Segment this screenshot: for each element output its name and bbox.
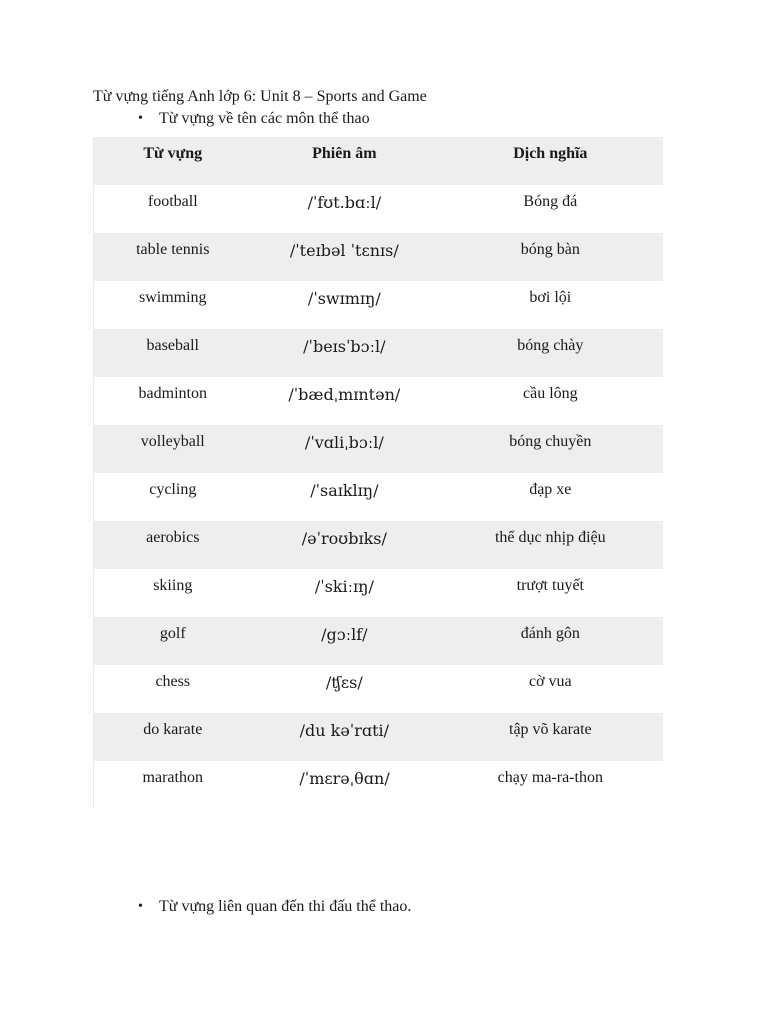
cell-word: golf bbox=[94, 617, 252, 665]
cell-pronunciation: /ʧɛs/ bbox=[325, 672, 363, 692]
cell-pronunciation: /du kəˈrɑti/ bbox=[252, 713, 438, 761]
cell-word: marathon bbox=[142, 769, 203, 786]
cell-meaning: chạy ma-ra-thon bbox=[497, 769, 603, 786]
cell-meaning: đạp xe bbox=[529, 481, 572, 498]
header-word: Từ vựng bbox=[94, 137, 252, 185]
cell-word: skiing bbox=[153, 577, 193, 594]
cell-word: cycling bbox=[149, 481, 197, 498]
cell-pronunciation: /ˈswɪmɪŋ/ bbox=[307, 288, 381, 308]
bullet-text: Từ vựng về tên các môn thể thao bbox=[159, 110, 370, 127]
cell-pronunciation: /ˈsaɪklɪŋ/ bbox=[310, 480, 379, 500]
cell-word: do karate bbox=[94, 713, 252, 761]
cell-meaning: cầu lông bbox=[522, 385, 578, 402]
cell-meaning: tập võ karate bbox=[438, 713, 663, 761]
cell-pronunciation: /ˈbeɪsˈbɔːl/ bbox=[252, 329, 438, 377]
table-row bbox=[94, 665, 664, 713]
table-row bbox=[94, 233, 664, 281]
table-row bbox=[94, 473, 664, 521]
header-pronunciation: Phiên âm bbox=[252, 137, 438, 185]
bullet-dot-icon: • bbox=[138, 111, 143, 126]
table-row bbox=[94, 377, 664, 425]
cell-word: table tennis bbox=[94, 233, 252, 281]
table-row bbox=[94, 329, 664, 377]
cell-meaning: bóng bàn bbox=[438, 233, 663, 281]
cell-word: badminton bbox=[138, 385, 207, 402]
vocabulary-table bbox=[93, 137, 663, 809]
cell-pronunciation: /ˈvɑliˌbɔːl/ bbox=[252, 425, 438, 473]
table-row bbox=[94, 521, 664, 569]
table-row bbox=[94, 761, 664, 809]
bullet-text: Từ vựng liên quan đến thi đấu thể thao. bbox=[159, 898, 412, 915]
table-row bbox=[94, 185, 664, 233]
cell-meaning: bóng chày bbox=[438, 329, 663, 377]
cell-meaning: bóng chuyền bbox=[438, 425, 663, 473]
page-title: Từ vựng tiếng Anh lớp 6: Unit 8 – Sports and Game bbox=[93, 88, 427, 105]
cell-word: aerobics bbox=[94, 521, 252, 569]
table-row bbox=[94, 617, 664, 665]
cell-pronunciation: /gɔːlf/ bbox=[252, 617, 438, 665]
cell-pronunciation: /əˈroʊbɪks/ bbox=[252, 521, 438, 569]
cell-pronunciation: /ˈbædˌmɪntən/ bbox=[288, 384, 401, 404]
cell-pronunciation: /ˈteɪbəl ˈtɛnɪs/ bbox=[252, 233, 438, 281]
table-row bbox=[94, 425, 664, 473]
cell-meaning: bơi lội bbox=[529, 289, 572, 306]
table-row bbox=[94, 569, 664, 617]
header-meaning: Dịch nghĩa bbox=[438, 137, 663, 185]
cell-word: chess bbox=[155, 673, 191, 690]
cell-pronunciation: /ˈfʊt.bɑːl/ bbox=[307, 192, 382, 212]
table-row bbox=[94, 713, 664, 761]
cell-pronunciation: /ˈmɛrəˌθɑn/ bbox=[299, 768, 390, 788]
cell-meaning: thể dục nhịp điệu bbox=[438, 521, 663, 569]
cell-meaning: đánh gôn bbox=[438, 617, 663, 665]
cell-meaning: Bóng đá bbox=[523, 193, 578, 210]
cell-pronunciation: /ˈskiːɪŋ/ bbox=[314, 576, 374, 596]
cell-meaning: cờ vua bbox=[528, 673, 572, 690]
table-row bbox=[94, 281, 664, 329]
cell-word: football bbox=[147, 193, 198, 210]
cell-word: baseball bbox=[94, 329, 252, 377]
bullet-dot-icon: • bbox=[138, 899, 143, 914]
cell-word: swimming bbox=[138, 289, 207, 306]
cell-meaning: trượt tuyết bbox=[516, 577, 584, 594]
table-header-row bbox=[94, 137, 664, 185]
table-body bbox=[94, 185, 664, 809]
cell-word: volleyball bbox=[94, 425, 252, 473]
